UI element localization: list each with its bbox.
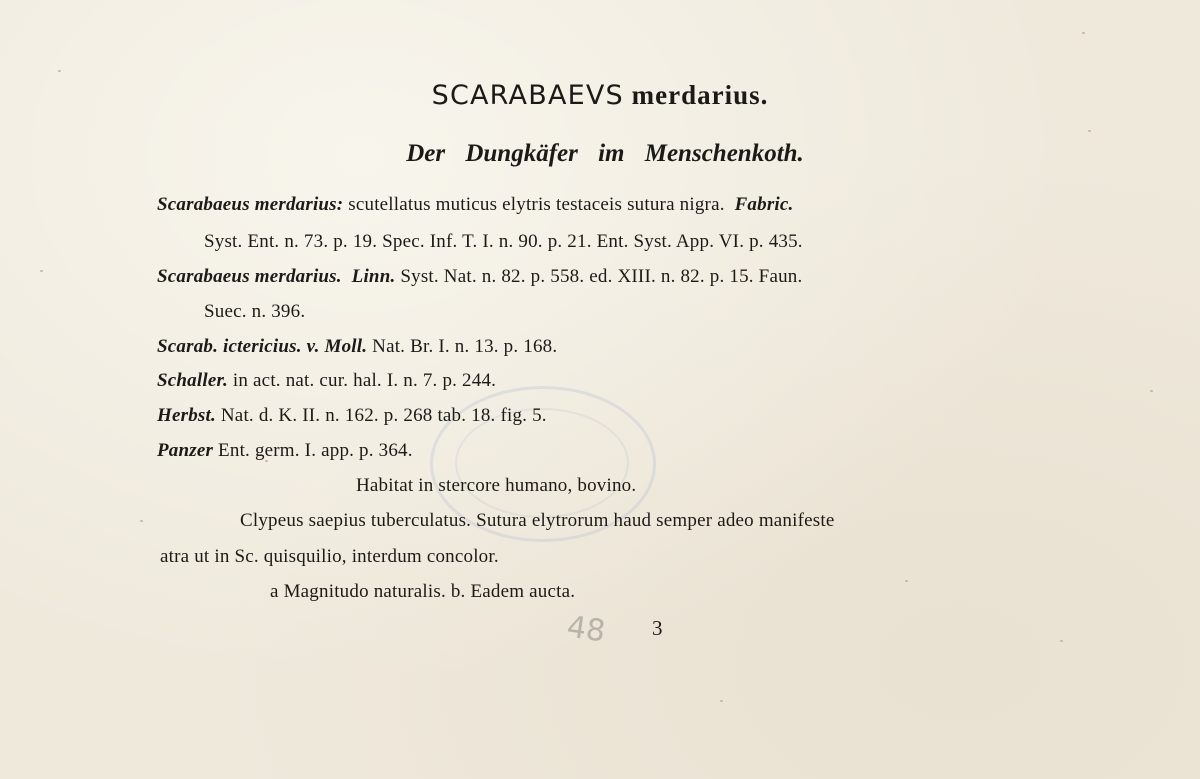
pencil-annotation: 48 bbox=[564, 609, 608, 650]
synonym-name: Scarab. ictericius. v. Moll. bbox=[157, 336, 368, 357]
page-subtitle: Der Dungkäfer im Menschenkoth. bbox=[406, 140, 804, 167]
paper-speck bbox=[40, 270, 43, 272]
page-title bbox=[0, 80, 1200, 111]
synonym-line bbox=[204, 231, 803, 253]
habitat-line: Habitat in stercore humano, bovino. bbox=[356, 475, 637, 496]
synonym-line bbox=[157, 370, 496, 392]
synonym-line bbox=[157, 266, 802, 288]
synonym-line bbox=[157, 405, 547, 427]
synonym-line bbox=[157, 336, 557, 358]
synonym-text: in act. nat. cur. hal. I. n. 7. p. 244. bbox=[227, 370, 497, 391]
synonym-name: Herbst. bbox=[157, 405, 216, 426]
synonym-text: Suec. n. 396. bbox=[204, 301, 306, 322]
paper-speck bbox=[905, 580, 908, 582]
synonym-author: Linn. bbox=[351, 266, 396, 287]
synonym-author: Fabric. bbox=[734, 194, 794, 215]
paper-speck bbox=[1088, 130, 1091, 132]
description-line: Clypeus saepius tuberculatus. Sutura elytrorum haud semper adeo manifeste bbox=[240, 510, 835, 531]
title-species: merdarius. bbox=[631, 80, 769, 110]
synonym-text: scutellatus muticus elytris testaceis sutura nigra. bbox=[343, 194, 725, 215]
plate-number: 3 bbox=[652, 616, 663, 640]
synonym-line bbox=[204, 301, 305, 323]
synonym-name: Scarabaeus merdarius. bbox=[157, 266, 342, 287]
paper-speck bbox=[140, 520, 143, 522]
synonym-line bbox=[157, 194, 794, 216]
paper-speck bbox=[720, 700, 723, 702]
figure-note: a Magnitudo naturalis. b. Eadem aucta. bbox=[270, 581, 576, 602]
synonym-text: Nat. d. K. II. n. 162. p. 268 tab. 18. fig. 5. bbox=[215, 405, 547, 426]
title-genus: SCARABAEVS bbox=[431, 80, 624, 111]
synonym-line bbox=[157, 440, 413, 462]
synonym-text: Nat. Br. I. n. 13. p. 168. bbox=[367, 336, 558, 357]
paper-speck bbox=[1150, 390, 1153, 392]
paper-speck bbox=[1060, 640, 1063, 642]
description-line: atra ut in Sc. quisquilio, interdum concolor. bbox=[160, 546, 499, 567]
synonym-text: Syst. Ent. n. 73. p. 19. Spec. Inf. T. I. n. 90. p. 21. Ent. Syst. App. VI. p. 435. bbox=[204, 231, 803, 252]
synonym-text: Ent. germ. I. app. p. 364. bbox=[213, 440, 413, 461]
synonym-name: Panzer bbox=[157, 440, 214, 461]
paper-speck bbox=[58, 70, 61, 72]
synonym-name: Scarabaeus merdarius: bbox=[157, 194, 344, 215]
synonym-name: Schaller. bbox=[157, 370, 228, 391]
synonym-text: Syst. Nat. n. 82. p. 558. ed. XIII. n. 82. p. 15. Faun. bbox=[395, 266, 803, 287]
paper-speck bbox=[1082, 32, 1085, 34]
